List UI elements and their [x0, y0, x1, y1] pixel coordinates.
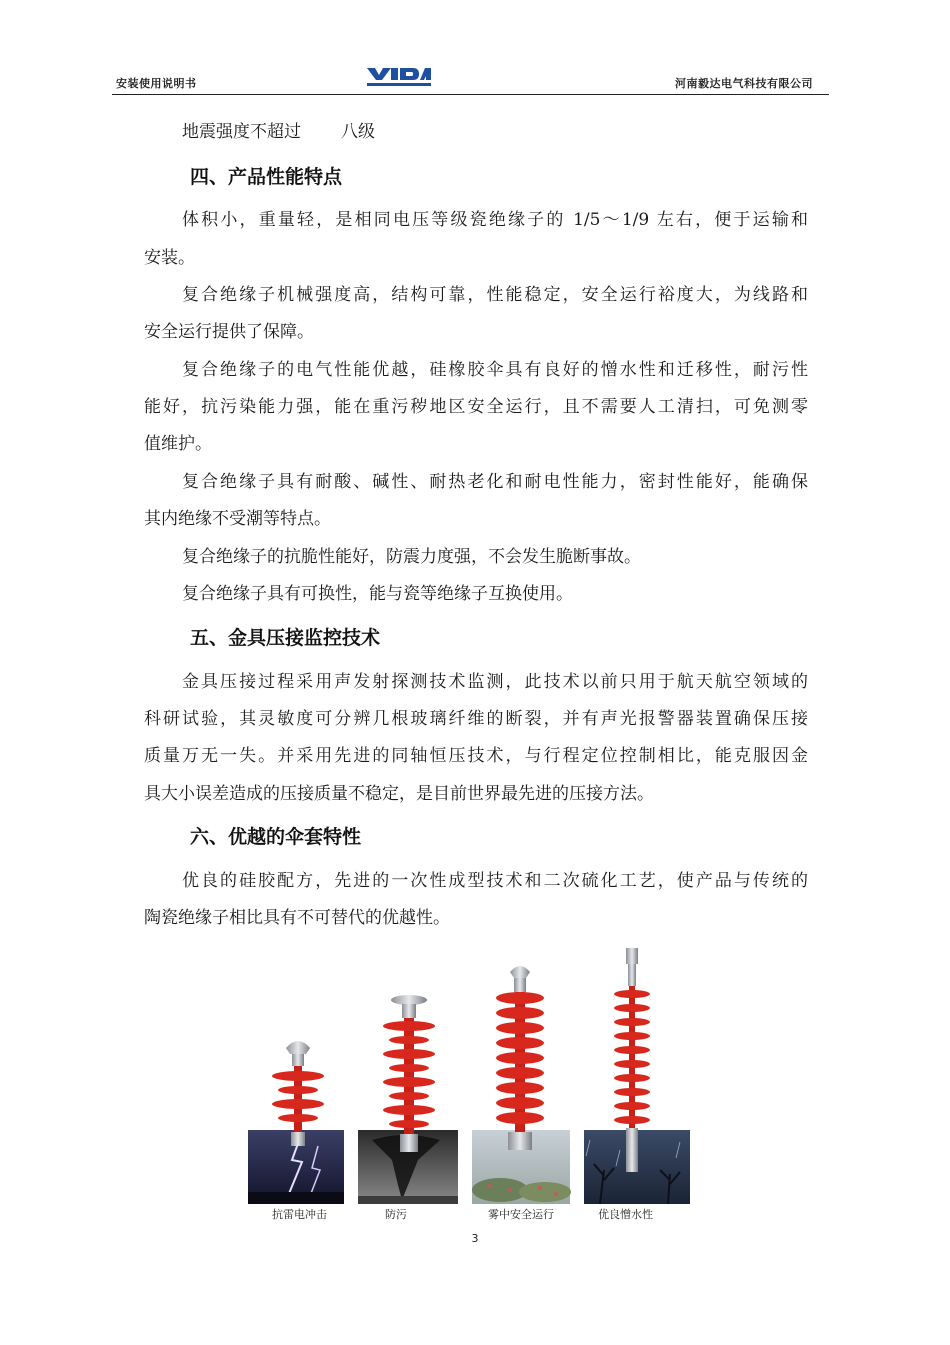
paragraph-line: 其内绝缘不受潮等特点。 [144, 509, 331, 529]
paragraph-line: 体积小，重量轻，是相同电压等级瓷绝缘子的 1/5～1/9 左右，便于运输和 [182, 210, 808, 230]
seismic-label: 地震强度不超过 [182, 122, 301, 142]
section-6-heading: 六、优越的伞套特性 [190, 826, 362, 848]
paragraph-line: 能好，抗污染能力强，能在重污秽地区安全运行，且不需要人工清扫，可免测零 [144, 397, 808, 417]
paragraph-line: 复合绝缘子机械强度高，结构可靠，性能稳定，安全运行裕度大，为线路和 [182, 285, 808, 305]
insulator-2 [383, 995, 435, 1152]
paragraph-line: 安全运行提供了保障。 [144, 322, 314, 342]
paragraph-line: 金具压接过程采用声发射探测技术监测，此技术以前只用于航天航空领域的 [182, 672, 808, 692]
paragraph-line: 复合绝缘子具有耐酸、碱性、耐热老化和耐电性能力，密封性能好，能确保 [182, 472, 808, 492]
figure-caption: 雾中安全运行 [488, 1208, 554, 1221]
paragraph-line: 优良的硅胶配方，先进的一次性成型技术和二次硫化工艺，使产品与传统的 [182, 871, 808, 891]
paragraph-line: 科研试验，其灵敏度可分辨几根玻璃纤维的断裂，并有声光报警器装置确保压接 [144, 709, 808, 729]
seismic-value: 八级 [341, 122, 375, 142]
paragraph-line: 安装。 [144, 248, 195, 268]
figure-caption: 防污 [385, 1208, 407, 1221]
header-doc-title: 安装使用说明书 [116, 77, 197, 90]
paragraph-line: 复合绝缘子的抗脆性能好，防震力度强，不会发生脆断事故。 [182, 547, 641, 567]
paragraph-line: 具大小误差造成的压接质量不稳定，是目前世界最先进的压接方法。 [144, 784, 654, 804]
insulator-3 [496, 966, 544, 1150]
section-5-heading: 五、金具压接监控技术 [190, 627, 381, 649]
paragraph-line: 值维护。 [144, 434, 212, 454]
header-company-name: 河南毅达电气科技有限公司 [675, 77, 813, 90]
page-number: 3 [471, 1232, 479, 1245]
paragraph-line: 复合绝缘子的电气性能优越，硅橡胶伞具有良好的憎水性和迁移性，耐污性 [182, 360, 808, 380]
figure-caption: 抗雷电冲击 [272, 1208, 327, 1221]
paragraph-line: 陶瓷绝缘子相比具有不可替代的优越性。 [144, 908, 450, 928]
paragraph-line: 质量万无一失。并采用先进的同轴恒压技术，与行程定位控制相比，能克服因金 [144, 746, 808, 766]
paragraph-line: 复合绝缘子具有可换性，能与瓷等绝缘子互换使用。 [182, 584, 573, 604]
section-4-heading: 四、产品性能特点 [190, 166, 343, 188]
figure-caption: 优良憎水性 [598, 1208, 653, 1221]
